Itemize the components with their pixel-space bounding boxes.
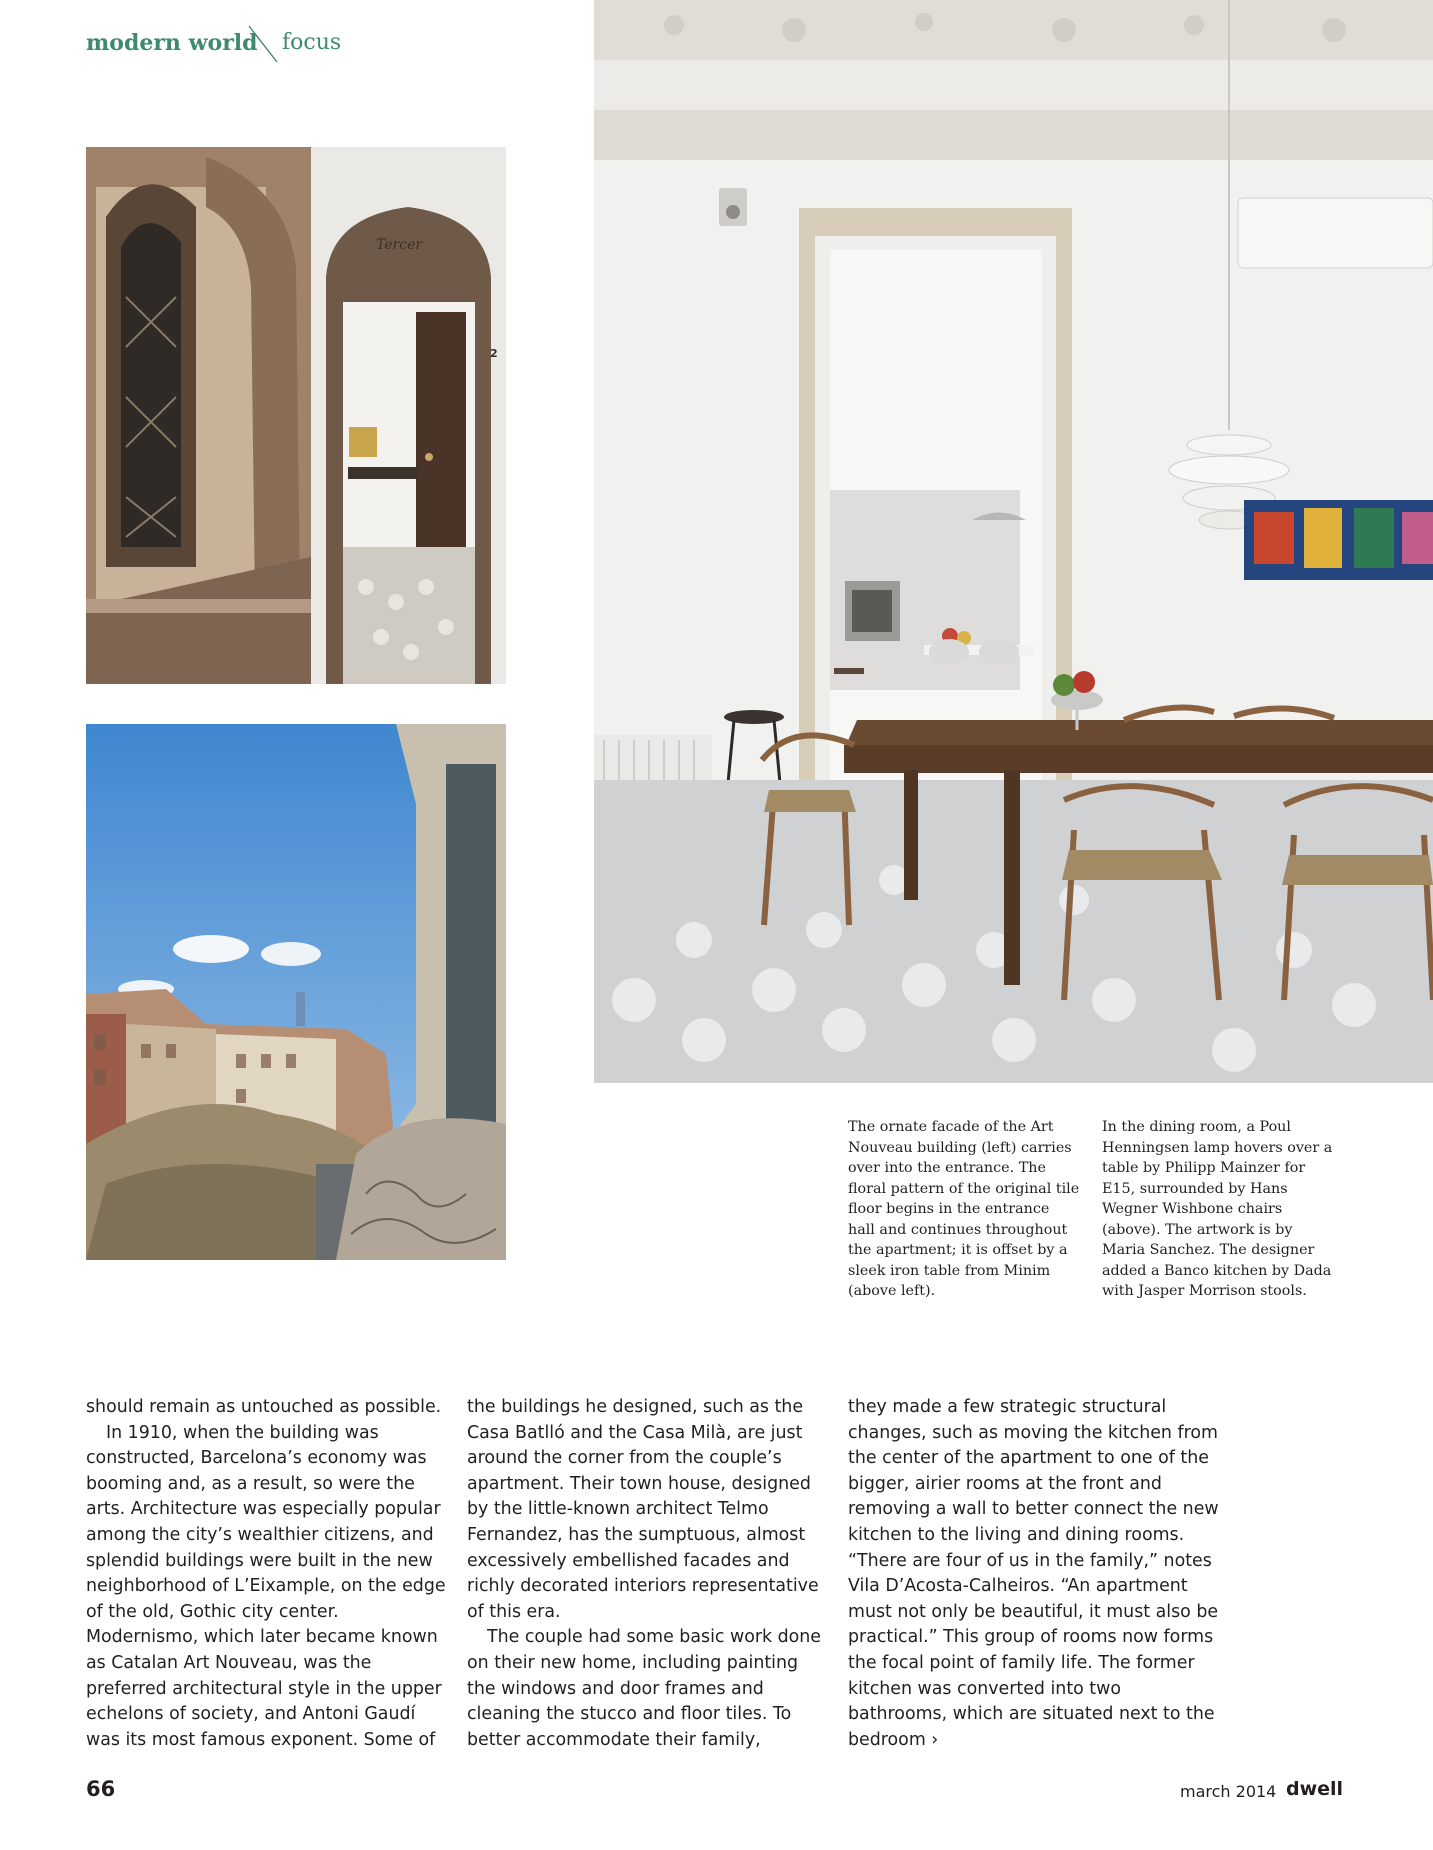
body-paragraph: the buildings he designed, such as the Casa Batlló and the Casa Milà, are just around the corner from the couple’s apartment. Their town house, designed by the little-known architect Telmo Fernandez, has the sumptuous, almost excessively embellished facades and richly decorated interiors representative of this era.	[467, 1397, 819, 1622]
body-paragraph	[848, 1395, 1220, 1753]
body-paragraph: The couple had some basic work done on their new home, including painting the windows and door frames and cleaning the stucco and floor tiles. To better accommodate their family,	[467, 1627, 821, 1750]
body-paragraph: should remain as untouched as possible.	[86, 1397, 442, 1417]
magazine-brand: dwell	[1286, 1778, 1344, 1800]
caption-left: The ornate facade of the Art Nouveau building (left) carries over into the entrance. The floral pattern of the original tile floor begins in the entrance hall and continues throughout the apartment; it is offset by a sleek iron table from Minim (above left).	[848, 1119, 1080, 1299]
slash-divider-icon	[243, 24, 283, 64]
issue-date: march 2014	[1180, 1782, 1277, 1801]
door-number-text: 2	[490, 347, 498, 360]
caption-right: In the dining room, a Poul Henningsen lamp hovers over a table by Philipp Mainzer for E15, surrounded by Hans Wegner Wishbone chairs (above). The artwork is by Maria Sanchez. The designer added a Banco kitchen by Dada with Jasper Morrison stools.	[1102, 1119, 1333, 1299]
door-sign-text: Tercer	[376, 237, 423, 253]
body-column-1	[86, 1395, 446, 1753]
section-subtitle: focus	[282, 30, 342, 55]
dining-room-photo	[594, 0, 1433, 1083]
page-number: 66	[86, 1777, 116, 1801]
body-paragraph-text: they made a few strategic structural changes, such as moving the kitchen from the center of the apartment to one of the bigger, airier rooms at the front and removing a wall to better connect the new kitchen to the living and dining rooms. “There are four of us in the family,” notes Vila D’Acosta-Calheiros. “An apartment must not only be beautiful, it must also be practical.” This group of rooms now forms the focal point of family life. The former kitchen was converted into two bathrooms, which are situated next to the bedroom	[848, 1397, 1219, 1750]
section-title: modern world	[86, 30, 258, 56]
body-column-2	[467, 1395, 827, 1753]
body-column-3	[848, 1395, 1220, 1753]
body-paragraph: In 1910, when the building was constructed, Barcelona’s economy was booming and, as a result, so were the arts. Architecture was especially popular among the city’s wealthier citizens, and splendid buildings were built in the new neighborhood of L’Eixample, on the edge of the old, Gothic city center. Modernismo, which later became known as Catalan Art Nouveau, was the preferred architectural style in the upper echelons of society, and Antoni Gaudí was its most famous exponent. Some of	[86, 1422, 446, 1750]
continue-arrow-icon: ›	[931, 1729, 939, 1750]
street-photo	[86, 724, 506, 1260]
entrance-photo	[86, 147, 506, 684]
